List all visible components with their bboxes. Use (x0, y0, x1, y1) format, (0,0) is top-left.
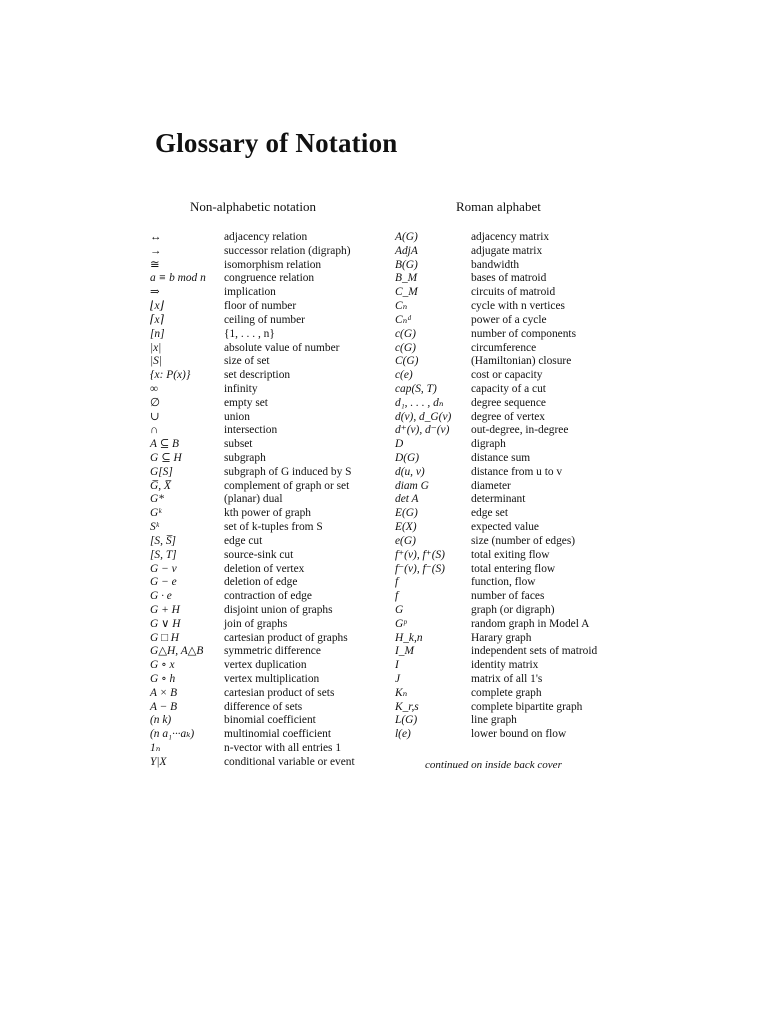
notation-description: size (number of edges) (471, 534, 576, 547)
notation-description: bandwidth (471, 258, 520, 271)
notation-description: diameter (471, 479, 511, 492)
notation-description: out-degree, in-degree (471, 424, 569, 437)
notation-symbol: C_M (395, 286, 418, 299)
notation-description: expected value (471, 521, 539, 534)
notation-description: independent sets of matroid (471, 645, 598, 658)
notation-symbol: C(G) (395, 355, 419, 368)
notation-symbol: G ∘ h (150, 673, 176, 685)
notation-symbol: Cₙ (395, 300, 408, 313)
notation-description: capacity of a cut (471, 382, 546, 395)
notation-symbol: ∪ (150, 410, 160, 423)
page-title: Glossary of Notation (155, 128, 398, 158)
notation-description: absolute value of number (224, 341, 340, 354)
notation-symbol: A − B (150, 700, 178, 713)
notation-symbol: AdjA (395, 244, 418, 257)
notation-description: edge cut (224, 534, 263, 547)
notation-description: union (224, 410, 250, 423)
notation-description: function, flow (471, 576, 536, 589)
notation-symbol: [S, T] (150, 548, 177, 561)
notation-symbol: G − v (150, 562, 177, 575)
notation-description: total exiting flow (471, 548, 550, 561)
notation-symbol: A ⊆ B (150, 438, 179, 451)
notation-description: cycle with n vertices (471, 300, 565, 313)
notation-symbol: (n a₁···aₖ) (150, 728, 195, 741)
notation-description: digraph (471, 438, 506, 451)
notation-description: contraction of edge (224, 590, 312, 603)
notation-symbol: d⁺(v), d⁻(v) (395, 424, 450, 437)
notation-symbol: G + H (150, 603, 180, 616)
notation-description: vertex duplication (224, 659, 307, 672)
notation-symbol: ∅ (150, 396, 160, 409)
notation-description: (planar) dual (224, 493, 283, 506)
notation-description: distance from u to v (471, 465, 563, 478)
notation-symbol: L(G) (395, 714, 418, 727)
notation-symbol: Y|X (150, 755, 167, 768)
notation-description: degree sequence (471, 396, 546, 409)
notation-description: disjoint union of graphs (224, 603, 333, 616)
notation-description: empty set (224, 396, 268, 409)
notation-symbol: l(e) (395, 728, 411, 741)
notation-symbol: a ≡ b mod n (150, 272, 206, 285)
notation-description: adjugate matrix (471, 244, 543, 257)
notation-symbol: K_r,s (395, 700, 419, 713)
notation-symbol: (n k) (150, 714, 172, 727)
notation-description: line graph (471, 714, 517, 727)
notation-symbol: ⌈x⌉ (150, 313, 164, 326)
notation-symbol: G ⊆ H (150, 452, 182, 464)
notation-symbol: H_k,n (395, 631, 423, 644)
notation-symbol: E(G) (395, 507, 418, 520)
notation-description: complete graph (471, 686, 542, 699)
notation-description: adjacency relation (224, 231, 308, 243)
notation-symbol: G△H, A△B (150, 645, 204, 658)
notation-symbol: |x| (150, 341, 162, 354)
notation-description: difference of sets (224, 700, 303, 713)
notation-symbol: I_M (395, 645, 414, 658)
notation-symbol: diam G (395, 479, 429, 492)
notation-symbol: G[S] (150, 465, 173, 478)
notation-description: cartesian product of sets (224, 686, 335, 699)
notation-description: complete bipartite graph (471, 700, 583, 713)
notation-symbol: d(v), d_G(v) (395, 410, 452, 423)
notation-symbol: A × B (150, 686, 178, 699)
notation-symbol: A(G) (395, 231, 418, 243)
notation-description: (Hamiltonian) closure (471, 355, 572, 368)
notation-description: distance sum (471, 452, 531, 464)
notation-symbol: G · e (150, 590, 172, 603)
notation-symbol: |S| (150, 355, 162, 368)
notation-description: Harary graph (471, 631, 532, 644)
notation-symbol: G̅, X̅ (150, 479, 171, 492)
notation-symbol: B_M (395, 272, 418, 285)
notation-symbol: G □ H (150, 631, 180, 644)
notation-symbol: 1ₙ (150, 742, 161, 755)
notation-symbol: G ∨ H (150, 617, 181, 630)
notation-symbol: D (395, 438, 404, 451)
notation-description: set description (224, 369, 291, 382)
notation-symbol: I (395, 659, 399, 672)
notation-description: infinity (224, 382, 258, 395)
notation-symbol: ↔ (150, 231, 162, 243)
continued-note: continued on inside back cover (425, 759, 562, 771)
notation-description: kth power of graph (224, 507, 311, 520)
notation-description: identity matrix (471, 659, 539, 672)
notation-description: join of graphs (224, 617, 288, 630)
notation-description: circumference (471, 341, 537, 354)
notation-symbol: det A (395, 493, 419, 506)
notation-description: cartesian product of graphs (224, 631, 348, 644)
roman-alphabet-heading: Roman alphabet (456, 199, 541, 214)
notation-description: successor relation (digraph) (224, 244, 351, 257)
notation-description: intersection (224, 424, 278, 437)
notation-symbol: ∩ (150, 424, 159, 437)
notation-symbol: {x: P(x)} (150, 369, 191, 382)
notation-description: deletion of edge (224, 576, 298, 589)
notation-description: set of k-tuples from S (224, 521, 323, 534)
notation-description: n-vector with all entries 1 (224, 742, 342, 755)
notation-description: degree of vertex (471, 410, 545, 423)
notation-description: bases of matroid (471, 272, 547, 285)
notation-symbol: c(e) (395, 369, 413, 382)
notation-symbol: Sᵏ (150, 521, 159, 534)
notation-symbol: Gᵖ (395, 617, 407, 630)
notation-symbol: f (395, 590, 399, 603)
notation-description: conditional variable or event (224, 755, 355, 768)
notation-description: subset (224, 438, 253, 451)
notation-symbol: Gᵏ (150, 507, 162, 520)
notation-description: cost or capacity (471, 369, 543, 382)
notation-symbol: ⇒ (150, 286, 160, 299)
notation-symbol: f⁺(v), f⁺(S) (395, 548, 445, 561)
notation-description: power of a cycle (471, 313, 547, 326)
notation-description: size of set (224, 355, 270, 368)
notation-description: subgraph (224, 452, 266, 464)
notation-description: determinant (471, 493, 526, 506)
notation-description: edge set (471, 507, 509, 520)
notation-description: random graph in Model A (471, 617, 590, 630)
notation-symbol: → (150, 244, 162, 257)
notation-symbol: G (395, 603, 404, 616)
notation-symbol: G ∘ x (150, 659, 175, 672)
notation-description: symmetric difference (224, 645, 321, 658)
notation-description: circuits of matroid (471, 286, 556, 299)
notation-description: congruence relation (224, 272, 315, 285)
notation-description: ceiling of number (224, 313, 305, 326)
notation-symbol: cap(S, T) (395, 382, 437, 395)
notation-description: number of faces (471, 590, 545, 603)
notation-description: vertex multiplication (224, 673, 320, 685)
notation-description: source-sink cut (224, 548, 294, 561)
non-alphabetic-heading: Non-alphabetic notation (190, 199, 316, 214)
notation-description: {1, . . . , n} (224, 327, 275, 340)
notation-description: isomorphism relation (224, 258, 322, 271)
notation-symbol: f (395, 576, 399, 589)
notation-symbol: J (395, 673, 401, 685)
notation-symbol: d(u, v) (395, 465, 425, 478)
notation-symbol: e(G) (395, 534, 416, 547)
notation-symbol: D(G) (395, 452, 420, 464)
notation-symbol: E(X) (395, 521, 417, 534)
notation-description: subgraph of G induced by S (224, 465, 352, 478)
notation-symbol: [S, S̅] (150, 534, 176, 547)
notation-symbol: G* (150, 493, 164, 506)
notation-symbol: Cₙᵈ (395, 313, 411, 326)
notation-symbol: Kₙ (395, 686, 408, 699)
notation-symbol: ∞ (150, 382, 159, 395)
notation-description: complement of graph or set (224, 479, 350, 492)
notation-symbol: [n] (150, 327, 165, 340)
notation-symbol: B(G) (395, 258, 418, 271)
notation-description: implication (224, 286, 276, 299)
notation-description: floor of number (224, 300, 297, 313)
notation-description: lower bound on flow (471, 728, 567, 741)
notation-symbol: c(G) (395, 327, 416, 340)
notation-symbol: ≅ (150, 258, 160, 271)
notation-symbol: f⁻(v), f⁻(S) (395, 562, 445, 575)
notation-symbol: G − e (150, 576, 177, 589)
notation-description: matrix of all 1's (471, 673, 543, 685)
notation-description: total entering flow (471, 562, 556, 575)
notation-description: adjacency matrix (471, 231, 550, 243)
notation-description: number of components (471, 327, 577, 340)
notation-symbol: c(G) (395, 341, 416, 354)
notation-description: binomial coefficient (224, 714, 316, 727)
notation-symbol: d₁, . . . , dₙ (395, 396, 444, 409)
notation-description: graph (or digraph) (471, 603, 555, 616)
notation-symbol: ⌊x⌋ (150, 300, 164, 313)
notation-description: multinomial coefficient (224, 728, 332, 741)
notation-description: deletion of vertex (224, 562, 305, 575)
